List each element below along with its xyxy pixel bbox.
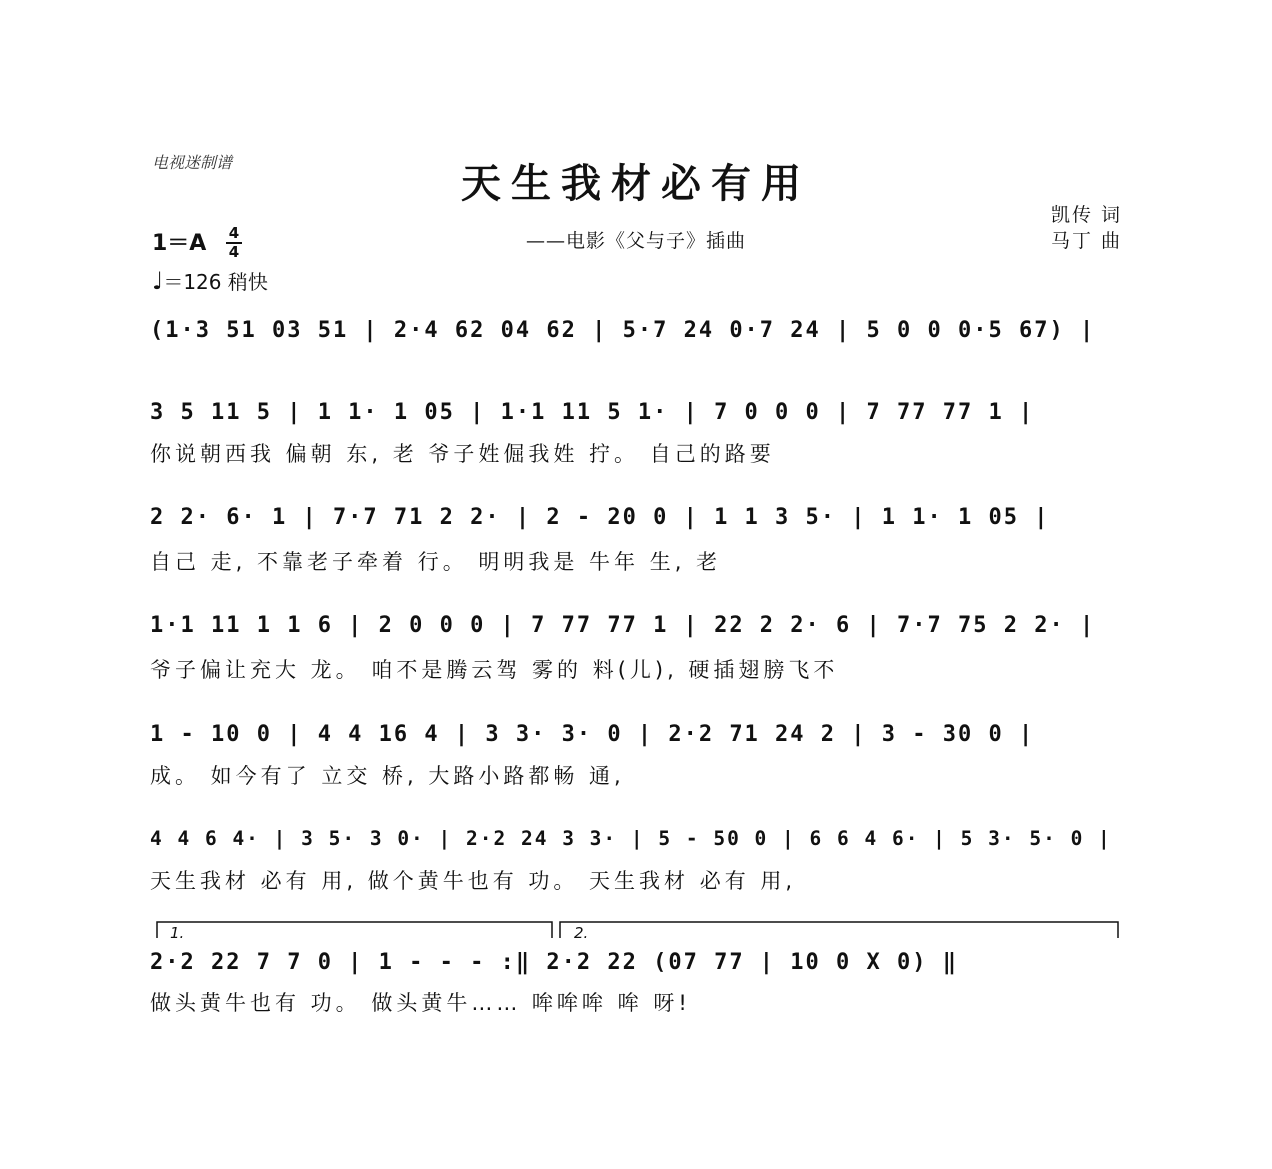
notation-line-2: 3 5 11 5 | 1 1· 1 05 | 1·1 11 5 1· | 7 0 0 0 | 7 77 77 1 | [150,400,1035,425]
lyric-line-3: 自己 走, 不靠老子牵着 行。 明明我是 牛年 生, 老 [150,550,722,574]
time-top: 4 [228,224,240,242]
notation-line-4: 1·1 11 1 1 6 | 2 0 0 0 | 7 77 77 1 | 22 2 2· 6 | 7·7 75 2 2· | [150,613,1096,638]
key-signature: 1＝A [152,231,207,256]
first-ending-bracket [157,922,552,938]
song-subtitle: ——电影《父与子》插曲 [525,230,746,252]
notation-line-3: 2 2· 6· 1 | 7·7 71 2 2· | 2 - 20 0 | 1 1 3 5· | 1 1· 1 05 | [150,505,1050,530]
notation-line-5: 1 - 10 0 | 4 4 16 4 | 3 3· 3· 0 | 2·2 71 24 2 | 3 - 30 0 | [150,722,1035,747]
second-ending-bracket [560,922,1118,938]
lyric-line-5: 成。 如今有了 立交 桥, 大路小路都畅 通, [150,764,625,788]
site-credit: 电视迷制谱 [152,153,233,172]
quarter-note-icon: ♩ [152,267,164,295]
notation-line-7: 2·2 22 7 7 0 | 1 - - - :‖ 2·2 22 (07 77 | 10 0 X 0) ‖ [150,950,958,975]
time-bottom: 4 [228,243,240,261]
lyric-line-4: 爷子偏让充大 龙。 咱不是腾云驾 雾的 料(儿), 硬插翅膀飞不 [150,658,839,682]
song-title: 天生我材必有用 [461,160,811,207]
first-ending-label: 1. [170,924,185,942]
notation-line-6: 4 4 6 4· | 3 5· 3 0· | 2·2 24 3 3· | 5 - 50 0 | 6 6 4 6· | 5 3· 5· 0 | [150,827,1112,850]
second-ending-label: 2. [574,924,589,942]
lyric-line-6: 天生我材 必有 用, 做个黄牛也有 功。 天生我材 必有 用, [150,869,797,893]
tempo-text: ＝126 稍快 [163,270,268,294]
lyricist-credit: 凯传 词 [1050,204,1122,226]
lyric-line-2: 你说朝西我 偏朝 东, 老 爷子姓倔我姓 拧。 自己的路要 [150,442,775,466]
notation-line-1: (1·3 51 03 51 | 2·4 62 04 62 | 5·7 24 0·7 24 | 5 0 0 0·5 67) | [150,318,1096,343]
composer-credit: 马丁 曲 [1050,230,1122,252]
lyric-line-7: 做头黄牛也有 功。 做头黄牛…… 哞哞哞 哞 呀! [150,991,691,1015]
